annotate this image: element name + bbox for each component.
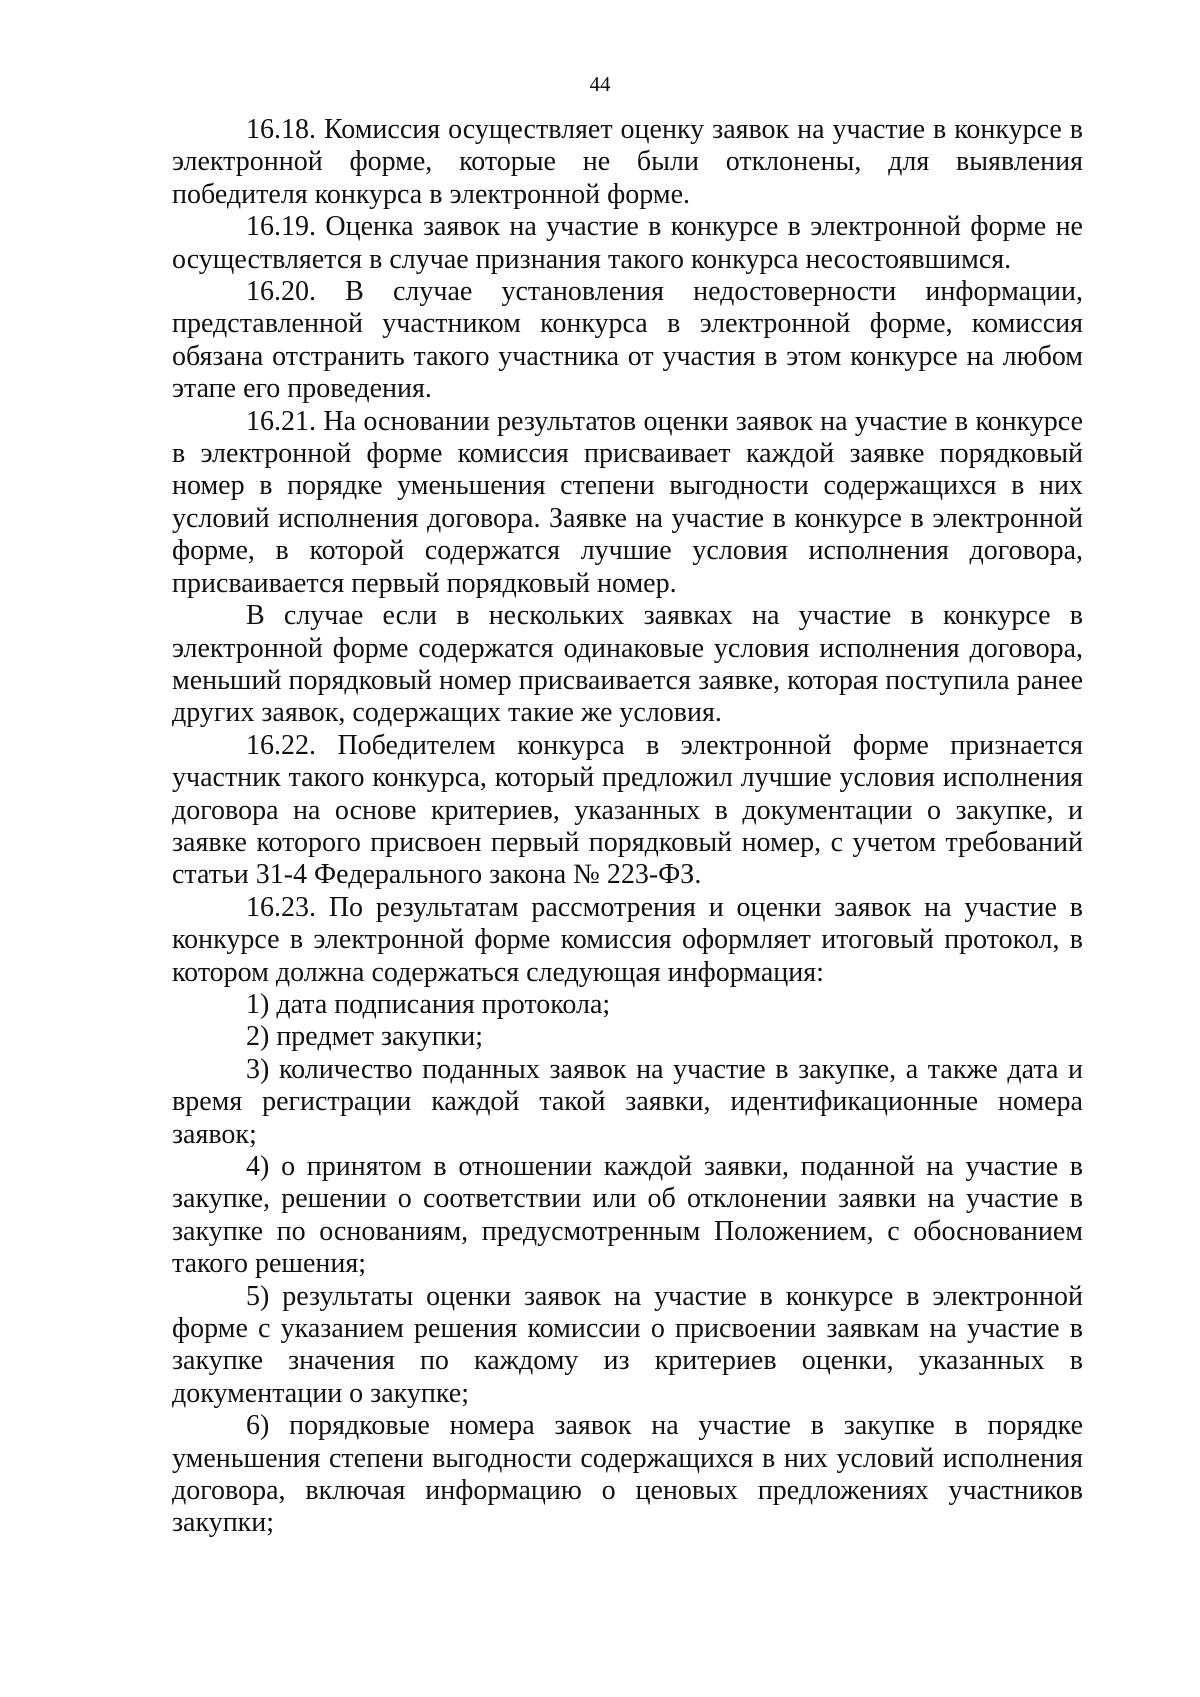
paragraph-16-21-continued: В случае если в нескольких заявках на участие в конкурсе в электронной форме содержатся одинаковые условия исполнения договора, меньший порядковый номер присваивается заявке, которая поступила ранее других заявок, содержащих такие же условия.	[172, 600, 1083, 729]
paragraph-16-21: 16.21. На основании результатов оценки заявок на участие в конкурсе в электронной форме комиссия присваивает каждой заявке порядковый номер в порядке уменьшения степени выгодности содержащихся в них условий исполнения договора. Заявке на участие в конкурсе в электронной форме, в которой содержатся лучшие условия исполнения договора, присваивается первый порядковый номер.	[172, 405, 1083, 599]
paragraph-16-18: 16.18. Комиссия осуществляет оценку заявок на участие в конкурсе в электронной форме, которые не были отклонены, для выявления победителя конкурса в электронной форме.	[172, 114, 1083, 210]
paragraph-16-19: 16.19. Оценка заявок на участие в конкурсе в электронной форме не осуществляется в случае признания такого конкурса несостоявшимся.	[172, 211, 1083, 275]
list-item-4: 4) о принятом в отношении каждой заявки, поданной на участие в закупке, решении о соответствии или об отклонении заявки на участие в закупке по основаниям, предусмотренным Положением, с обоснованием такого решения;	[172, 1151, 1083, 1280]
paragraph-16-22: 16.22. Победителем конкурса в электронной форме признается участник такого конкурса, который предложил лучшие условия исполнения договора на основе критериев, указанных в документации о закупке, и заявке которого присвоен первый порядковый номер, с учетом требований статьи 31-4 Федерального закона № 223-ФЗ.	[172, 729, 1083, 891]
list-item-6: 6) порядковые номера заявок на участие в закупке в порядке уменьшения степени выгодности содержащихся в них условий исполнения договора, включая информацию о ценовых предложениях участников закупки;	[172, 1410, 1083, 1539]
paragraph-16-23: 16.23. По результатам рассмотрения и оценки заявок на участие в конкурсе в электронной форме комиссия оформляет итоговый протокол, в котором должна содержаться следующая информация:	[172, 891, 1083, 988]
list-item-2: 2) предмет закупки;	[246, 1021, 484, 1053]
list-item-3: 3) количество поданных заявок на участие в закупке, а также дата и время регистрации каждой такой заявки, идентификационные номера заявок;	[172, 1053, 1083, 1150]
list-item-5: 5) результаты оценки заявок на участие в конкурсе в электронной форме с указанием решения комиссии о присвоении заявкам на участие в закупке значения по каждому из критериев оценки, указанных в документации о закупке;	[172, 1280, 1083, 1409]
document-body	[172, 114, 1083, 1540]
page-number: 44	[589, 72, 611, 96]
list-item-1: 1) дата подписания протокола;	[246, 988, 611, 1020]
paragraph-16-20: 16.20. В случае установления недостоверности информации, представленной участником конкурса в электронной форме, комиссия обязана отстранить такого участника от участия в этом конкурсе на любом этапе его проведения.	[172, 276, 1083, 405]
